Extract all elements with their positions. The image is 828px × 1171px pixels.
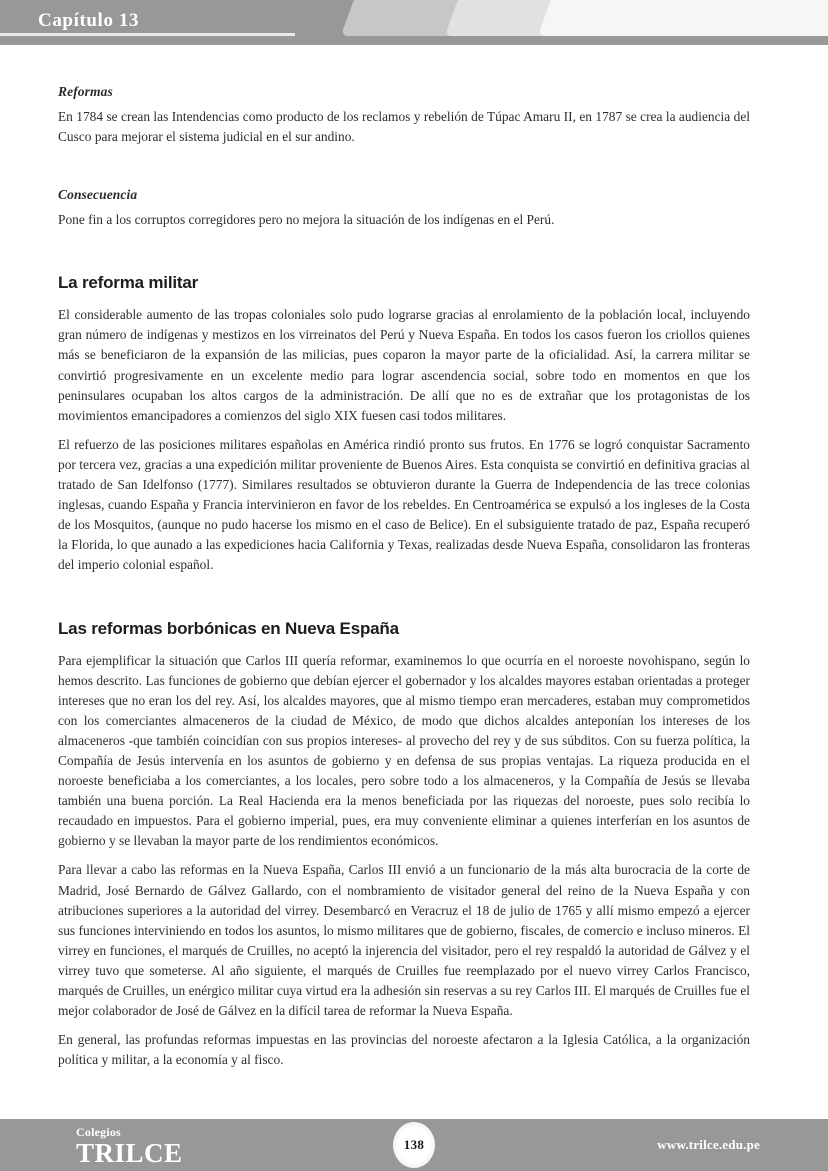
paragraph-borbonicas-1: Para ejemplificar la situación que Carlos III quería reformar, examinemos lo que ocurría en el noroeste novohispano, según lo hemos descrito. Las funciones de gobierno que debían ejercer el gobernador y los alcaldes mayores estaban orientadas a proteger intereses que no eran los del rey. Así, los alcaldes mayores, que al mismo tiempo eran mercaderes, estaban muy comprometidos con los comerciantes almaceneros de la ciudad de México, de modo que dichos alcaldes anteponían los intereses de los almaceneros -que también coincidían con sus propios intereses- al provecho del rey y de sus súbditos. Con su fuerza política, la Compañía de Jesús intervenía en los asuntos de gobierno y en defensa de sus propias ventajas. La riqueza producida en el noroeste beneficiaba a los comerciantes, a los locales, pero sobre todo a los almaceneros, y la Compañía de Jesús se llevaba también una buena porción. La Real Hacienda era la menos beneficiada por las riquezas del noroeste, pues solo recibía lo recaudado en impuestos. Para el gobierno imperial, pues, era muy conveniente eliminar a quienes interferían en los asuntos de gobierno y se llevaban la mayor parte de los rendimientos económicos. <box>58 652 750 849</box>
paragraph-reforma-militar-1: El considerable aumento de las tropas coloniales solo pudo lograrse gracias al enrolamiento de la población local, incluyendo gran número de indígenas y mestizos en los virreinatos del Perú y Nueva España. En todos los casos fueron los criollos quienes más se beneficiaron de la expansión de las milicias, pues coparon la mayor parte de la oficialidad. Así, la carrera militar se convirtió progresivamente en un excelente medio para lograr ascendencia social, sobre todo en momentos en que los peninsulares ocupaban los altos cargos de la administración. De allí que no es de extrañar que los protagonistas de los movimientos emancipadores a comienzos del siglo XIX fuesen casi todos militares. <box>58 307 750 423</box>
logo-colegios-text: Colegios <box>76 1125 121 1139</box>
heading-consecuencia: Consecuencia <box>58 187 138 203</box>
footer-website-url: www.trilce.edu.pe <box>657 1137 760 1152</box>
header-decorative-band-3 <box>538 0 828 36</box>
paragraph-reformas: En 1784 se crean las Intendencias como producto de los reclamos y rebelión de Túpac Amaru II, en 1787 se crea la audiencia del Cusco para mejorar el sistema judicial en el sur andino. <box>58 109 750 145</box>
paragraph-reforma-militar-2: El refuerzo de las posiciones militares españolas en América rindió pronto sus frutos. En 1776 se logró conquistar Sacramento por tercera vez, gracias a una expedición militar proveniente de Buenos Aires. Esta conquista se convirtió en definitiva gracias al tratado de San Idelfonso (1777). Similares resultados se obtuvieron durante la Guerra de Independencia de las trece colonias inglesas, cuando España y Francia intervinieron en favor de los rebeldes. En Centroamérica se expulsó a los ingleses de la Costa de los Mosquitos, (aunque no pudo hacerse los mismo en el caso de Belice). En el subsiguiente tratado de paz, España recuperó la Florida, lo que aunado a las expediciones hacia California y Texas, realizadas desde Nueva España, consolidaron las fronteras del imperio colonial español. <box>58 436 750 573</box>
header-baseline <box>0 45 828 48</box>
header-underline-rule <box>0 33 295 36</box>
page-number-value: 138 <box>403 1137 425 1152</box>
page-header <box>0 0 828 45</box>
paragraph-borbonicas-3: En general, las profundas reformas impuestas en las provincias del noroeste afectaron a la Iglesia Católica, a la organización política y militar, a la economía y al fisco. <box>58 1032 750 1068</box>
heading-las-reformas-borbonicas: Las reformas borbónicas en Nueva España <box>58 618 399 638</box>
paragraph-consecuencia: Pone fin a los corruptos corregidores pero no mejora la situación de los indígenas en el Perú. <box>58 212 555 228</box>
heading-reformas: Reformas <box>58 84 113 99</box>
page-number-badge <box>393 1122 435 1168</box>
chapter-title: Capítulo 13 <box>38 10 140 31</box>
paragraph-borbonicas-2: Para llevar a cabo las reformas en la Nueva España, Carlos III envió a un funcionario de la más alta burocracia de la corte de Madrid, José Bernardo de Gálvez Gallardo, con el nombramiento de visitador general del reino de la Nueva España y con atribuciones superiores a la autoridad del virrey. Desembarcó en Veracruz el 18 de julio de 1765 y allí mismo empezó a ejercer sus funciones interviniendo en todos los asuntos, lo mismo militares que de gobierno, fiscales, de comercio e incluso mineros. El virrey en funciones, el marqués de Cruilles, no aceptó la injerencia del visitador, pero el rey respaldó la autoridad de Gálvez y el virrey tuvo que someterse. Al año siguiente, el marqués de Cruilles fue reemplazado por el nuevo virrey Carlos Francisco, marqués de Cruilles, un enérgico militar cuya virtud era la adhesión sin reservas a su rey Carlos III. El marqués de Cruilles fue el mejor colaborador de José de Gálvez en la difícil tarea de reformar la Nueva España. <box>58 862 750 1019</box>
page-content <box>58 84 750 1079</box>
heading-la-reforma-militar: La reforma militar <box>58 273 199 293</box>
logo-trilce-text: TRILCE <box>76 1138 183 1168</box>
trilce-logo <box>76 1126 183 1167</box>
page-footer <box>0 1119 828 1171</box>
